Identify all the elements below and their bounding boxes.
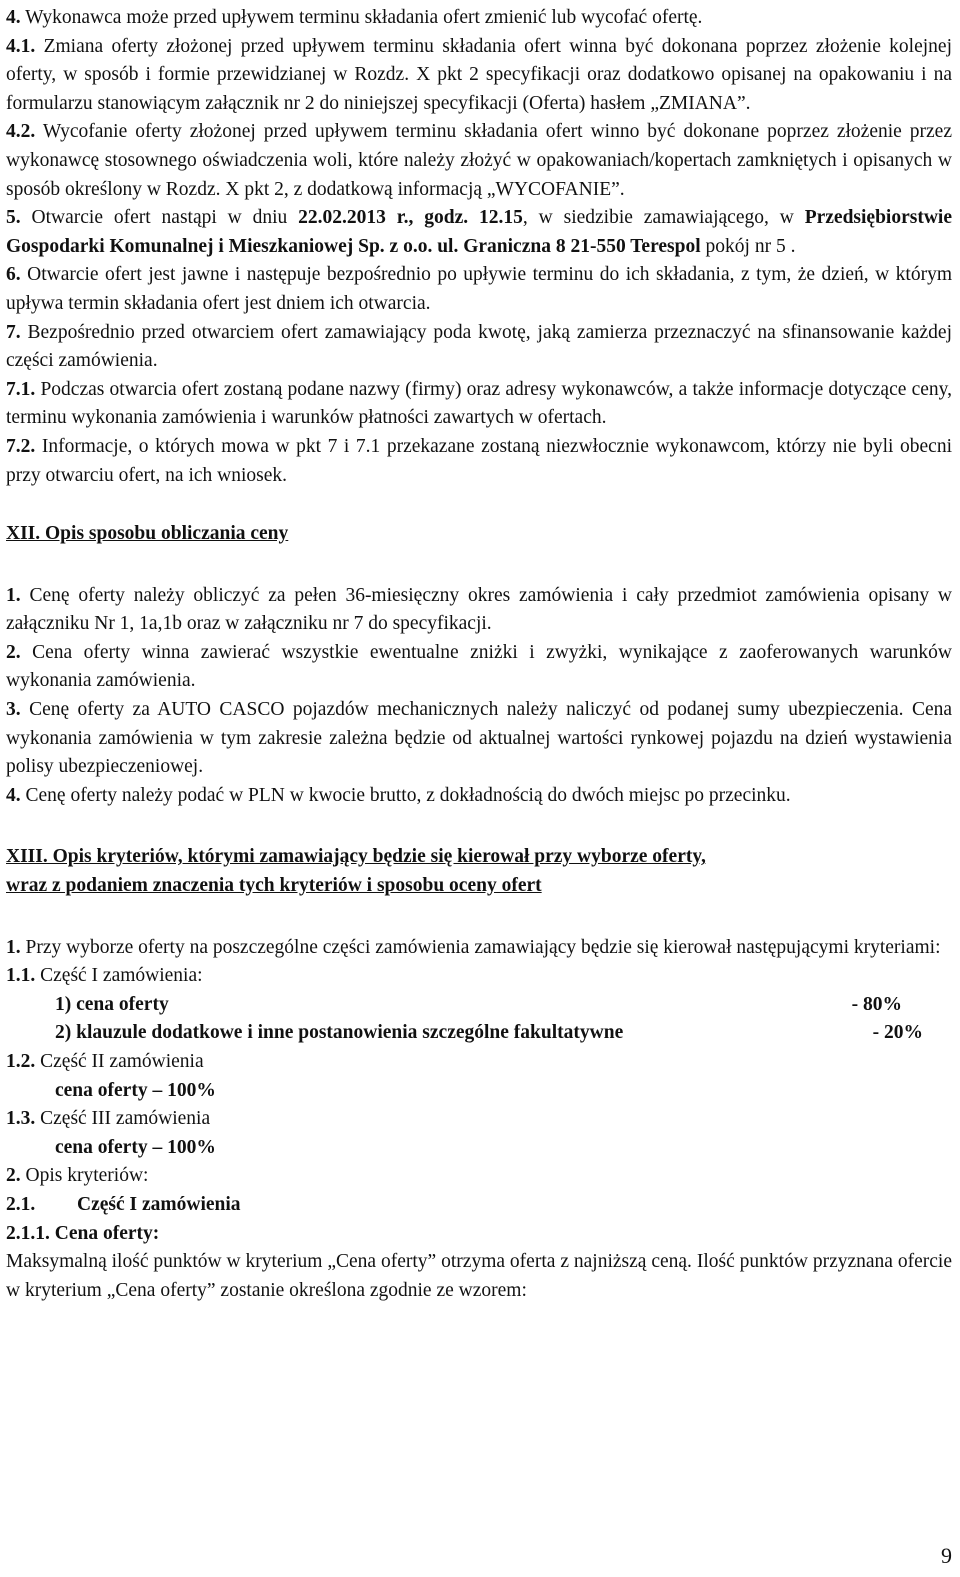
paragraph-text: Bezpośrednio przed otwarciem ofert zamawiający poda kwotę, jaką zamierza przeznaczyć na sfinansowanie każdej części zamówienia. bbox=[6, 321, 952, 372]
criterion-part-ii: cena oferty – 100% bbox=[55, 1079, 216, 1101]
criterion-part-iii: cena oferty – 100% bbox=[55, 1136, 216, 1158]
paragraph-text: Cena oferty winna zawierać wszystkie ewentualne zniżki i zwyżki, wynikające z zaoferowanych warunków wykonania zamówienia. bbox=[6, 641, 953, 692]
paragraph-5 bbox=[6, 204, 952, 261]
paragraph-7-1 bbox=[6, 376, 952, 433]
section-xiii-item-1-1 bbox=[6, 962, 952, 991]
paragraph-text: Część III zamówienia bbox=[40, 1108, 211, 1130]
section-xiii-item-1-2 bbox=[6, 1048, 952, 1077]
section-xiii-item-2 bbox=[6, 1162, 952, 1191]
paragraph-text: Część I zamówienia bbox=[77, 1193, 241, 1215]
paragraph-text: Wycofanie oferty złożonej przed upływem terminu składania ofert winno być dokonane poprzez złożenie przez wykonawcę stosownego oświadczenia woli, które należy złożyć w opakowaniach/kopertach zamkniętych i opisanych w sposób określony w Rozdz. X pkt 2, z dodatkową informacją „WYCOFANIE”. bbox=[6, 121, 952, 200]
section-xii-item-3 bbox=[6, 696, 952, 782]
paragraph-number: 2.1.1. bbox=[6, 1222, 50, 1244]
paragraph-number: 1.2. bbox=[6, 1051, 36, 1072]
paragraph-text: Zmiana oferty złożonej przed upływem terminu składania ofert winna być dokonana poprzez złożenie kolejnej oferty, w sposób i formie przewidzianej w Rozdz. X pkt 2 specyfikacji oraz dodatkowo opisanej na opakowaniu i na formularzu stanowiącym załącznik nr 2 do niniejszej specyfikacji (Oferta) hasłem „ZMIANA”. bbox=[6, 35, 952, 114]
paragraph-number: 4. bbox=[6, 784, 21, 806]
paragraph-number: 3. bbox=[6, 699, 21, 721]
paragraph-number: 1. bbox=[6, 936, 21, 958]
section-xiii-item-1 bbox=[6, 934, 952, 963]
section-xiii-heading-line-1: XIII. Opis kryteriów, którymi zamawiający będzie się kierował przy wyborze oferty, bbox=[6, 846, 706, 868]
paragraph-number: 7. bbox=[6, 321, 21, 343]
paragraph-text: Cenę oferty należy obliczyć za pełen 36-miesięczny okres zamówienia i cały przedmiot zamówienia opisany w załączniku Nr 1, 1a,1b oraz w załączniku nr 7 do specyfikacji. bbox=[6, 584, 953, 635]
paragraph-text: Przy wyborze oferty na poszczególne części zamówienia zamawiający będzie się kierował następującymi kryteriami: bbox=[25, 936, 941, 958]
paragraph-text: Informacje, o których mowa w pkt 7 i 7.1 przekazane zostaną niezwłocznie wykonawcom, którzy nie byli obecni przy otwarciu ofert, na ich wniosek. bbox=[6, 435, 953, 486]
paragraph-number: 7.1. bbox=[6, 378, 36, 400]
paragraph-4-2 bbox=[6, 118, 952, 204]
section-xii-item-1 bbox=[6, 582, 952, 639]
criterion-label: 1) cena oferty bbox=[55, 993, 169, 1015]
criterion-clauses bbox=[6, 1019, 923, 1048]
paragraph-number: 6. bbox=[6, 264, 21, 286]
paragraph-number: 2. bbox=[6, 641, 21, 663]
document-page bbox=[6, 4, 952, 1305]
section-xiii-heading-line-2: wraz z podaniem znaczenia tych kryteriów i sposobu oceny ofert bbox=[6, 875, 542, 897]
organization-address: Przedsiębiorstwie Gospodarki Komunalnej i Mieszkaniowej Sp. z o.o. ul. Graniczna 8 21-550 Terespol bbox=[6, 207, 952, 257]
paragraph-number: 5. bbox=[6, 207, 21, 229]
page-number: 9 bbox=[941, 1543, 952, 1568]
paragraph-number: 4.1. bbox=[6, 35, 36, 57]
paragraph-number: 1. bbox=[6, 584, 21, 606]
paragraph-4 bbox=[6, 4, 952, 33]
paragraph-6 bbox=[6, 261, 952, 318]
paragraph-text: Cenę oferty należy podać w PLN w kwocie brutto, z dokładnością do dwóch miejsc po przecinku. bbox=[25, 784, 791, 806]
criterion-label: 2) klauzule dodatkowe i inne postanowienia szczególne fakultatywne bbox=[55, 1022, 624, 1044]
criterion-price bbox=[6, 991, 902, 1020]
paragraph-text: Otwarcie ofert jest jawne i następuje bezpośrednio po upływie terminu do ich składania, z tym, że dzień, w którym upływa termin składania ofert jest dniem ich otwarcia. bbox=[6, 264, 953, 314]
paragraph-number: 1.3. bbox=[6, 1108, 36, 1130]
paragraph-number: 7.2. bbox=[6, 435, 36, 457]
paragraph-number: 4.2. bbox=[6, 121, 36, 143]
criterion-weight: - 20% bbox=[872, 1022, 923, 1044]
paragraph-text: Cenę oferty za AUTO CASCO pojazdów mechanicznych należy naliczyć od podanej sumy ubezpieczenia. Cena wykonania zamówienia w tym zakresie zależna będzie od aktualnej wartości rynkowej pojazdu na dzień wystawienia polisy ubezpieczeniowej. bbox=[6, 699, 953, 778]
paragraph-number: 2. bbox=[6, 1165, 21, 1187]
paragraph-7-2 bbox=[6, 433, 952, 490]
section-xii-item-2 bbox=[6, 639, 952, 696]
section-xii-heading: XII. Opis sposobu obliczania ceny bbox=[6, 523, 289, 545]
paragraph-text: Opis kryteriów: bbox=[25, 1165, 149, 1187]
criterion-weight: - 80% bbox=[851, 993, 902, 1015]
paragraph-number: 2.1. bbox=[6, 1193, 36, 1215]
paragraph-7 bbox=[6, 319, 952, 376]
section-xiii-item-1-3 bbox=[6, 1105, 952, 1134]
paragraph-text: Wykonawca może przed upływem terminu składania ofert zmienić lub wycofać ofertę. bbox=[25, 7, 703, 28]
paragraph-number: 1.1. bbox=[6, 965, 36, 987]
paragraph-text: Cena oferty: bbox=[54, 1222, 160, 1244]
section-xiii-item-2-1-1 bbox=[6, 1220, 952, 1249]
paragraph-text: Otwarcie ofert nastąpi w dniu bbox=[31, 207, 299, 229]
final-paragraph: Maksymalną ilość punktów w kryterium „Cena oferty” otrzyma oferta z najniższą ceną. Ilość punktów przyznana ofercie w kryterium „Cena oferty” zostanie określona zgodnie ze wzorem: bbox=[6, 1251, 952, 1301]
paragraph-text: Część II zamówienia bbox=[40, 1051, 204, 1072]
paragraph-number: 4. bbox=[6, 7, 21, 28]
paragraph-text: pokój nr 5 . bbox=[700, 235, 796, 257]
paragraph-text: Część I zamówienia: bbox=[40, 965, 203, 987]
opening-date: 22.02.2013 r., godz. 12.15 bbox=[298, 207, 523, 229]
paragraph-text: Podczas otwarcia ofert zostaną podane nazwy (firmy) oraz adresy wykonawców, a także informacje dotyczące ceny, terminu wykonania zamówienia i warunków płatności zawartych w ofertach. bbox=[6, 378, 952, 429]
section-xiii-item-2-1 bbox=[6, 1191, 952, 1220]
paragraph-4-1 bbox=[6, 33, 952, 119]
paragraph-text: , w siedzibie zamawiającego, w bbox=[522, 207, 805, 229]
section-xii-item-4 bbox=[6, 782, 952, 811]
